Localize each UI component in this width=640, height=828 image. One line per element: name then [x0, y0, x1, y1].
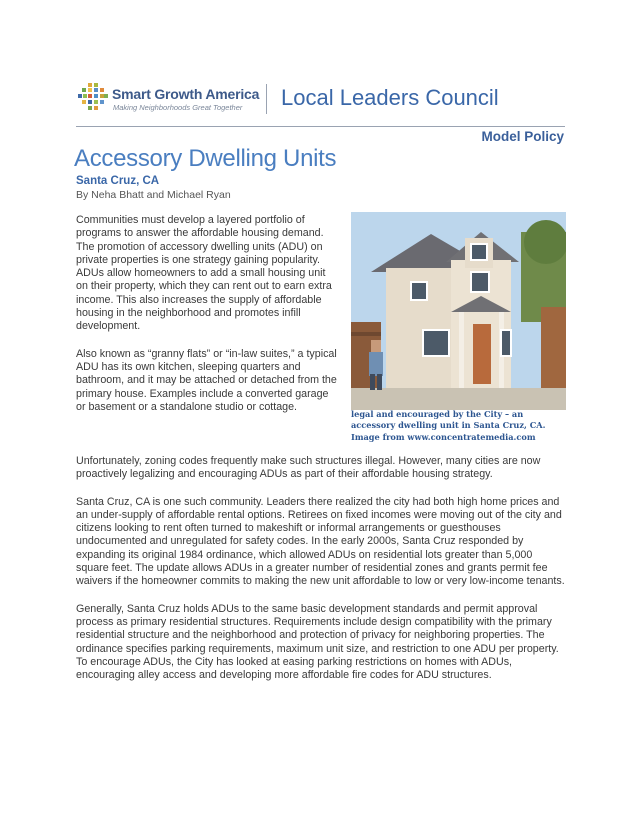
intro-paragraph: Communities must develop a layered portfolio of programs to answer the affordable housing demand. The promotion of accessory dwelling units (ADU) on private properties is one strategy gaining popularity. ADUs allow homeowners to add a small housing unit on their property, which they can rent out to earn extra income. This also increases the supply of affordable housing in the neighborhood and promotes infill development.	[76, 214, 332, 333]
adu-house-photo	[351, 212, 566, 410]
council-title: Local Leaders Council	[281, 85, 499, 110]
page-title: Accessory Dwelling Units	[74, 145, 337, 172]
intro-paragraph: Also known as “granny flats” or “in-law suites,” a typical ADU has its own kitchen, sleeping quarters and bathroom, and it may be attached or detached from the primary house. Examples include a converted garage or basement or a standalone studio or cottage.	[76, 347, 337, 413]
location-subtitle: Santa Cruz, CA	[76, 175, 160, 187]
caption-url: www.concentratemedia.com	[407, 431, 536, 442]
page-header	[76, 80, 566, 120]
body-paragraph: Unfortunately, zoning codes frequently make such structures illegal. However, many cities are now proactively legalizing and encouraging ADUs as part of their affordable housing strategy.	[76, 455, 541, 481]
header-divider	[266, 84, 267, 114]
body-column	[76, 455, 566, 696]
document-label: Model Policy	[481, 129, 564, 144]
intro-column	[76, 214, 338, 428]
org-name: Smart Growth America	[112, 86, 260, 102]
org-tagline: Making Neighborhoods Great Together	[113, 103, 243, 112]
photo-caption	[351, 409, 566, 443]
byline: By Neha Bhatt and Michael Ryan	[76, 189, 231, 201]
body-paragraph: Santa Cruz, CA is one such community. Leaders there realized the city had both high home prices and an under-supply of affordable rental options. Retirees on fixed incomes were moving out of the city and citizens looking to rent often turned to makeshift or informal arrangements or guesthouses undocumented and unregulated for safety codes. In the early 2000s, Santa Cruz responded by expanding its original 1984 ordinance, which allowed ADUs on residential lots greater than 5,000 square feet. The update allows ADUs in a greater number of residential zones and grants permit fee waivers if the homeowner commits to making the new unit affordable to low or very low-income tenants.	[76, 495, 565, 588]
header-rule	[76, 126, 565, 127]
caption-text: legal and encouraged by the City – an accessory dwelling unit in Santa Cruz, CA. Image from	[351, 409, 546, 442]
grid-logo-icon	[78, 83, 108, 113]
body-paragraph: Generally, Santa Cruz holds ADUs to the same basic development standards and permit approval process as primary residential structures. Requirements include design compatibility with the primary residential structure and the neighborhood and protection of privacy for neighboring properties. The ordinance specifies parking requirements, maximum unit size, and restriction to one ADU per property. To encourage ADUs, the City has looked at easing parking restrictions on homes with ADUs, encouraging alley access and developing more affordable fire codes for ADU structures.	[76, 602, 559, 682]
